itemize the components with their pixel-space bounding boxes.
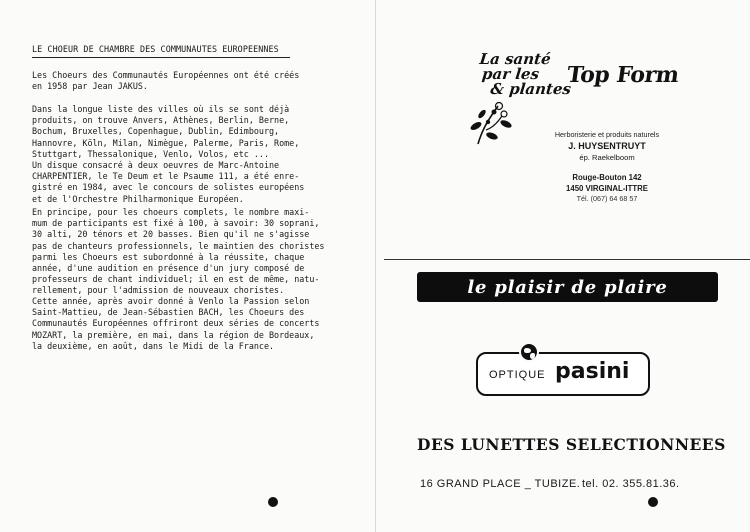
plant-icon xyxy=(468,100,528,146)
globe-icon xyxy=(519,342,539,362)
optician-address: 16 GRAND PLACE _ TUBIZE. xyxy=(420,478,581,490)
slogan-line: par les xyxy=(481,65,541,83)
address-line: 1450 VIRGINAL-ITTRE xyxy=(566,184,648,193)
address-line: Rouge-Bouton 142 xyxy=(572,173,642,182)
text-line: Cette année, après avoir donné à Venlo la Passion selon xyxy=(32,296,310,306)
article-title: LE CHOEUR DE CHAMBRE DES COMMUNAUTES EUROPEENNES xyxy=(32,44,279,54)
text-line: Hannovre, Köln, Milan, Nimègue, Palerme, Paris, Rome, xyxy=(32,137,300,148)
topform-logo: Top Form xyxy=(565,62,681,88)
optique-label: OPTIQUE xyxy=(489,369,546,381)
text-line: produits, on trouve Anvers, Athènes, Berlin, Berne, xyxy=(32,115,290,126)
text-line: 30 alti, 20 ténors et 20 basses. Bien qu'il ne s'agisse xyxy=(32,229,310,240)
text-line: mum de participants est fixé à 100, à savoir: 30 soprani, xyxy=(32,218,320,229)
text-line: et de l'Orchestre Philharmonique Européen. xyxy=(32,193,244,204)
banner-text: le plaisir de plaire xyxy=(467,276,668,298)
paragraph-concerts xyxy=(32,296,352,352)
text-line: Communautés Européennes offriront deux séries de concerts xyxy=(32,318,320,329)
text-line: Dans la longue liste des villes où ils se sont déjà xyxy=(32,104,290,114)
text-line: pas de chanteurs professionnels, le maintien des choristes xyxy=(32,240,325,251)
lunettes-headline: DES LUNETTES SELECTIONNEES xyxy=(417,435,726,454)
binder-hole-icon xyxy=(268,497,278,507)
text-line: Stuttgart, Thessalonique, Venlo, Volos, etc ... xyxy=(32,148,269,159)
paragraph-history xyxy=(32,70,352,92)
optician-phone: tel. 02. 355.81.36. xyxy=(582,478,680,490)
shop-address xyxy=(532,172,682,194)
paragraph-record xyxy=(32,160,352,205)
text-line: MOZART, la première, en mai, dans la région de Bordeaux, xyxy=(32,329,315,340)
slogan-line: & plantes xyxy=(489,80,572,98)
binder-hole-icon xyxy=(648,497,658,507)
shop-subtitle: Herboristerie et produits naturels xyxy=(554,130,660,139)
text-line: année, d'une audition en présence d'un jury composé de xyxy=(32,263,305,274)
text-line: en 1958 par Jean JAKUS. xyxy=(32,81,148,92)
plaisir-banner xyxy=(417,272,718,302)
text-line: gistré en 1984, avec le concours de solistes européens xyxy=(32,182,305,193)
text-line: En principe, pour les choeurs complets, le nombre maxi- xyxy=(32,207,310,217)
section-divider xyxy=(384,259,750,260)
text-line: rellement, pour l'admission de nouveaux choristes. xyxy=(32,285,285,296)
pasini-logo: pasini xyxy=(555,359,630,384)
text-line: professeurs de chant individuel; il en est de même, natu- xyxy=(32,274,320,285)
shop-phone: Tél. (067) 64 68 57 xyxy=(576,194,638,203)
sante-logo xyxy=(476,52,575,97)
text-line: CHARPENTIER, le Te Deum et le Psaume 111, a été enre- xyxy=(32,171,300,182)
title-underline xyxy=(32,57,290,58)
owner-name: J. HUYSENTRUYT xyxy=(568,141,646,151)
text-line: Les Choeurs des Communautés Européennes ont été créés xyxy=(32,70,300,80)
text-line: parmi les Choeurs est subordonné à la réussite, chaque xyxy=(32,251,305,262)
owner-spouse: ép. Raekelboom xyxy=(579,153,635,162)
slogan-line: La santé xyxy=(478,50,552,68)
text-line: Bochum, Bruxelles, Copenhague, Dublin, Edimbourg, xyxy=(32,126,280,137)
text-line: Un disque consacré à deux oeuvres de Marc-Antoine xyxy=(32,160,280,170)
text-line: la deuxième, en août, dans le Midi de la France. xyxy=(32,340,275,351)
text-line: Saint-Mattieu, de Jean-Sébastien BACH, les Choeurs des xyxy=(32,307,305,318)
paragraph-cities xyxy=(32,104,352,160)
paragraph-membership xyxy=(32,207,352,297)
